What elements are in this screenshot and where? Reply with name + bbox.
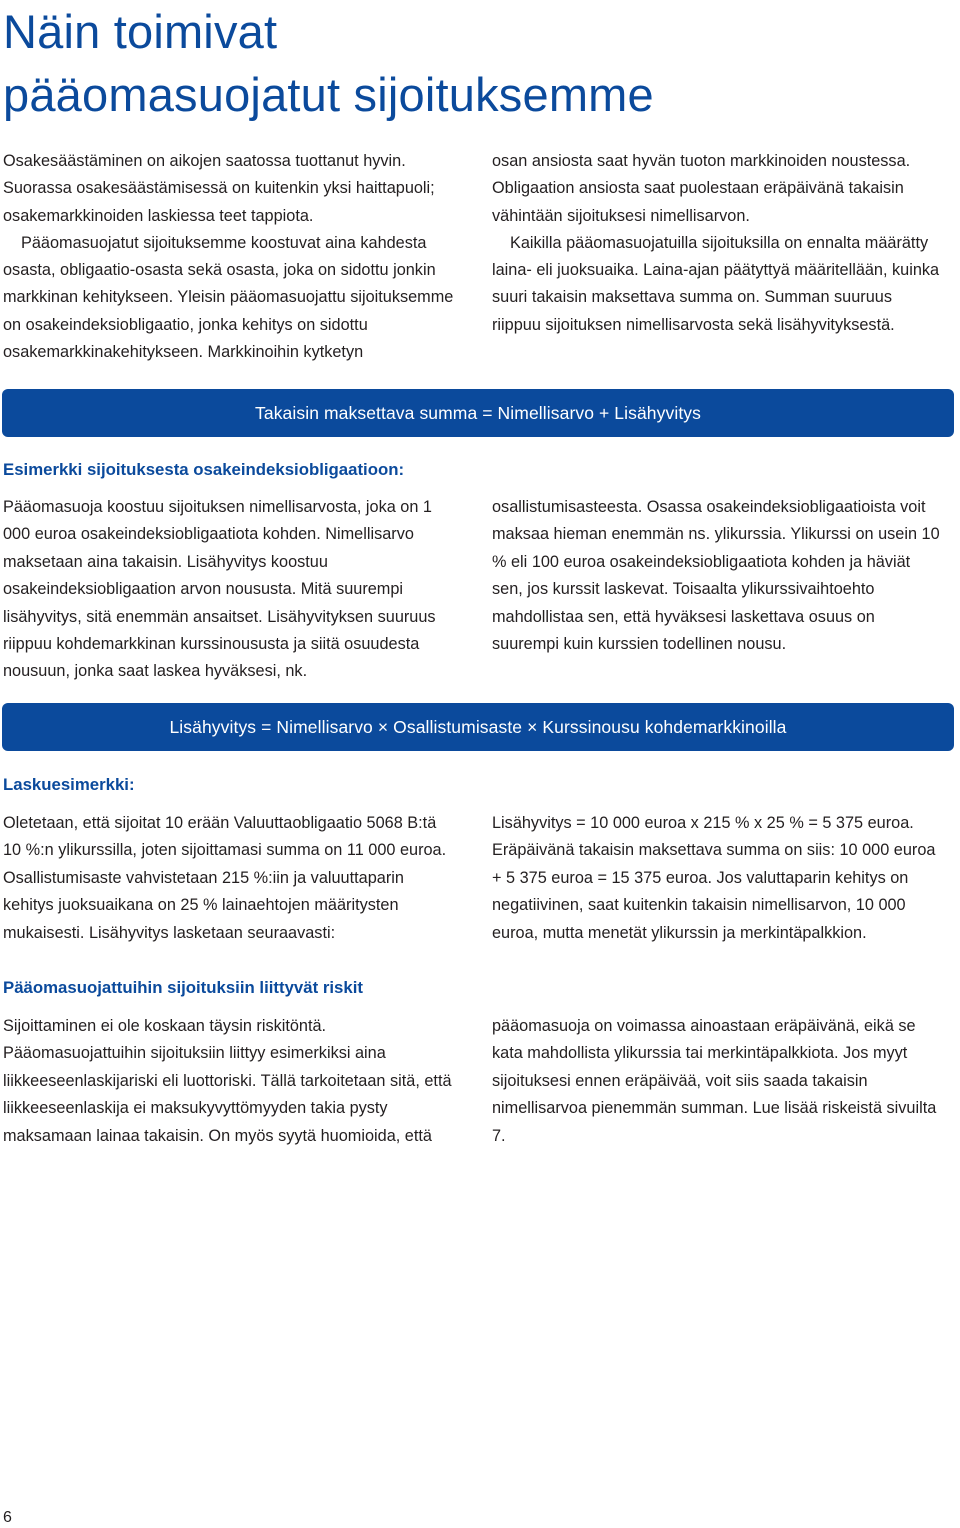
intro-paragraph-4: Kaikilla pääomasuojatuilla sijoituksilla on ennalta määrätty laina- eli juoksuaika. Laina-ajan päätyttyä määritellään, kuinka suuri takaisin maksettava summa on. Summan suuruus riippuu sijoituksen nimellisarvosta sekä lisähyvityksestä. [492,233,940,334]
formula-banner-bonus: Lisähyvitys = Nimellisarvo × Osallistumisaste × Kurssinousu kohdemarkkinoilla [2,703,954,751]
risks-right-column [492,1013,944,1150]
intro-paragraph-1: Osakesäästäminen on aikojen saatossa tuottanut hyvin. Suorassa osakesäästämisessä on kuitenkin yksi haittapuoli; osakemarkkinoiden laskiessa teet tappiota. [3,152,435,225]
calculation-left-column [3,810,455,947]
risks-heading: Pääomasuojattuihin sijoituksiin liittyvät riskit [3,978,363,997]
intro-paragraph-3: osan ansiosta saat hyvän tuoton markkinoiden noustessa. Obligaation ansiosta saat puolestaan eräpäivänä takaisin vähintään sijoituksesi nimellisarvon. [492,152,911,225]
risks-paragraph-right: pääomasuoja on voimassa ainoastaan eräpäivänä, eikä se kata mahdollista ylikurssia tai merkintäpalkkiota. Jos myyt sijoituksesi ennen eräpäivää, voit siis saada takaisin nimellisarvoa pienemmän summan. Lue lisää riskeistä sivuilta 7. [492,1017,937,1145]
example-heading: Esimerkki sijoituksesta osakeindeksiobligaatioon: [3,460,405,479]
calculation-right-column [492,810,944,947]
calculation-paragraph-left: Oletetaan, että sijoitat 10 erään Valuuttaobligaatio 5068 B:tä 10 %:n ylikurssilla, joten sijoittamasi summa on 11 000 euroa. Osallistumisaste vahvistetaan 215 %:iin ja valuuttaparin kehitys juoksuaikana on 25 % lainaehtojen määritysten mukaisesti. Lisähyvitys lasketaan seuraavasti: [3,814,447,942]
page-title-line1: Näin toimivat [3,5,278,58]
intro-left-column [3,148,455,366]
formula-banner-repayment: Takaisin maksettava summa = Nimellisarvo + Lisähyvitys [2,389,954,437]
example-paragraph-left: Pääomasuoja koostuu sijoituksen nimellisarvosta, joka on 1 000 euroa osakeindeksiobligaatiota kohden. Nimellisarvo maksetaan aina takaisin. Lisähyvitys koostuu osakeindeksiobligaation arvon noususta. Mitä suurempi lisähyvitys, sitä enemmän ansaitset. Lisähyvityksen suuruus riippuu kohdemarkkinan kurssinoususta ja siitä osuudesta nousuun, jonka saat laskea hyväksesi, nk. [3,498,436,681]
example-paragraph-right: osallistumisasteesta. Osassa osakeindeksiobligaatioista voit maksaa hieman enemmän ns. ylikurssia. Ylikurssi on usein 10 % eli 100 euroa osakeindeksiobligaatiota kohden ja häviät sen, jos kurssit laskevat. Toisaalta ylikurssivaihtoehto mahdollistaa sen, että hyväksesi laskettava osuus on suurempi kuin kurssien todellinen nousu. [492,498,940,654]
page-number: 6 [3,1509,12,1526]
example-left-column [3,494,455,686]
intro-paragraph-2: Pääomasuojatut sijoituksemme koostuvat aina kahdesta osasta, obligaatio-osasta sekä osasta, joka on sidottu jonkin markkinan kehitykseen. Yleisin pääomasuojattu sijoituksemme on osakeindeksiobligaatio, jonka kehitys on sidottu osakemarkkinakehitykseen. Markkinoihin kytketyn [3,233,454,362]
example-right-column [492,494,944,658]
intro-right-column [492,148,944,339]
page-title [3,0,654,126]
page-title-line2: pääomasuojatut sijoituksemme [3,68,654,121]
risks-paragraph-left: Sijoittaminen ei ole koskaan täysin riskitöntä. Pääomasuojattuihin sijoituksiin liittyy esimerkiksi aina liikkeeseenlaskijariski eli luottoriski. Tällä tarkoitetaan sitä, että liikkeeseenlaskija ei maksukyvyttömyyden takia pysty maksamaan lainaa takaisin. On myös syytä huomioida, että [3,1017,452,1145]
risks-left-column [3,1013,455,1150]
calculation-paragraph-right: Lisähyvitys = 10 000 euroa x 215 % x 25 % = 5 375 euroa. Eräpäivänä takaisin maksettava summa on siis: 10 000 euroa + 5 375 euroa = 15 375 euroa. Jos valuttaparin kehitys on negatiivinen, saat kuitenkin takaisin nimellisarvon, 10 000 euroa, mutta menetät ylikurssin ja merkintäpalkkion. [492,814,936,942]
calculation-heading: Laskuesimerkki: [3,775,135,794]
